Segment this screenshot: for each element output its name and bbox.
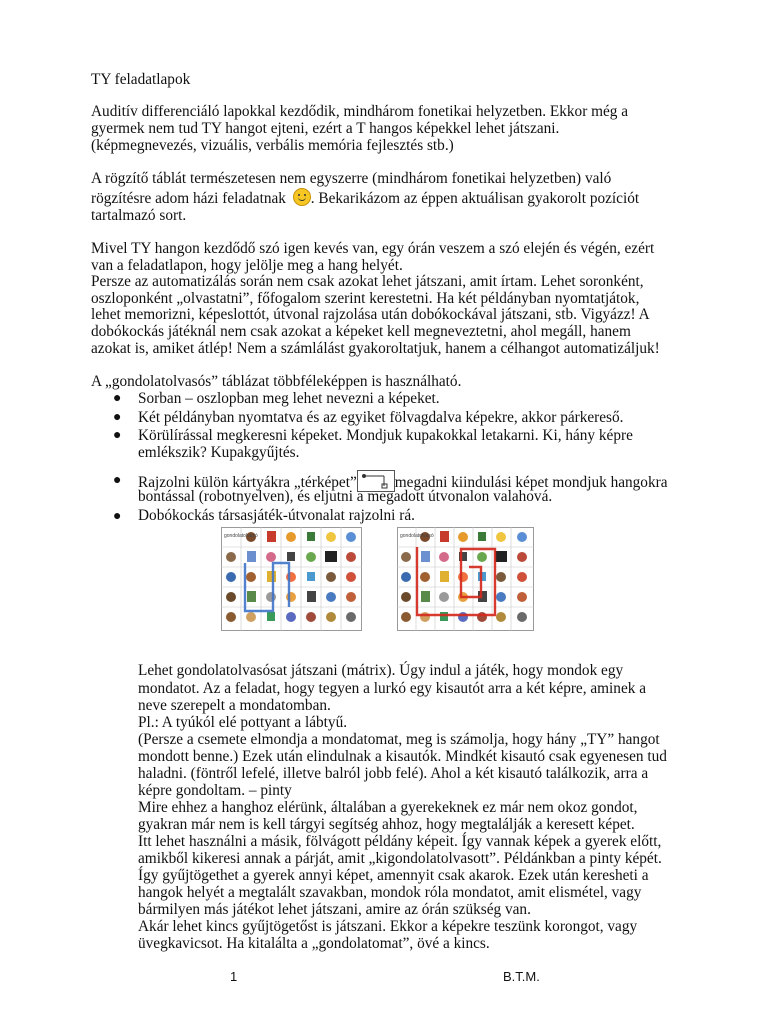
paragraph-line: hangok helyét a megtalált szavakban, mondok róla mondatot, amit elismétel, vagy xyxy=(138,884,642,901)
bullet-icon: ● xyxy=(113,473,122,488)
paragraph-line: gyakran már nem is kell tárgyi segítség ahhoz, hogy megtalálják a keresett képet. xyxy=(138,816,635,833)
paragraph-line: neve szerepelt a mondatomban. xyxy=(138,697,331,714)
list-item: Körülírással megkeresni képeket. Mondjuk kupakokkal letakarni. Ki, hány képre xyxy=(138,427,633,444)
matrix-grid-graphic xyxy=(397,527,534,631)
paragraph-line: mondott benne.) Ezek után elindulnak a kisautók. Mindkét kisautó csak egyenesen tud xyxy=(138,748,667,765)
list-item-continuation: bontással (robotnyelven), és eljutni a megadott útvonalon valahová. xyxy=(138,488,553,505)
paragraph-line: (Persze a csemete elmondja a mondatomat, meg is számolja, hogy hány „TY” hangot xyxy=(138,731,660,748)
paragraph-line: (képmegnevezés, vizuális, verbális memória fejlesztés stb.) xyxy=(91,137,454,154)
paragraph-line: haladni. (föntről lefelé, illetve balról jobb felé). Ahol a két kisautó találkozik, arra a xyxy=(138,765,649,782)
matrix-caption: gondolatolvasó xyxy=(400,533,434,539)
paragraph-line: üvegkavicsot. Ha kitalálta a „gondolatomat”, övé a kincs. xyxy=(138,935,490,952)
page-title: TY feladatlapok xyxy=(91,71,191,88)
list-item: Két példányban nyomtatva és az egyiket fölvagdalva képekre, akkor párkereső. xyxy=(138,409,624,426)
list-item-text: Rajzolni külön kártyákra „térképet” xyxy=(138,474,357,491)
list-item: Dobókockás társasjáték-útvonalat rajzolni rá. xyxy=(138,507,415,524)
matrix-image-red-path xyxy=(397,527,534,635)
paragraph-line: Pl.: A tyúkól elé pottyant a lábtyű. xyxy=(138,714,348,731)
footer-author: B.T.M. xyxy=(503,969,540,984)
paragraph-line: oszloponként „olvastatni”, főfogalom szerint kerestetni. Ha két példányban nyomtatjátok, xyxy=(91,290,640,307)
paragraph-line: A rögzítő táblát természetesen nem egyszerre (mindhárom fonetikai helyzetben) való xyxy=(91,170,612,187)
matrix-grid-graphic xyxy=(221,527,362,631)
paragraph-text: . Bekarikázom az éppen aktuálisan gyakorolt pozíciót xyxy=(310,190,640,207)
paragraph-line: Mire ehhez a hanghoz elérünk, általában a gyerekeknek ez már nem okoz gondot, xyxy=(138,799,638,816)
paragraph-text: rögzítésre adom házi feladatnak xyxy=(91,190,290,207)
paragraph-line: dobókockás játéknál nem csak azokat a képeket kell megneveztetni, ahol megáll, hanem xyxy=(91,323,631,340)
list-item-continuation: emlékszik? Kupakgyűjtés. xyxy=(138,444,300,461)
matrix-caption: gondolatolvasó xyxy=(224,533,258,539)
bullet-icon: ● xyxy=(113,428,122,443)
paragraph-line: Auditív differenciáló lapokkal kezdődik, mindhárom fonetikai helyzetben. Ekkor még a xyxy=(91,103,629,120)
paragraph-line: tartalmazó sort. xyxy=(91,207,187,224)
bullet-icon: ● xyxy=(113,509,122,524)
bullet-icon: ● xyxy=(113,391,122,406)
paragraph-line: azokat is, amiket átlép! Nem a számlálást gyakoroltatjuk, hanem a célhangot automatizáljuk! xyxy=(91,340,660,357)
bullet-icon: ● xyxy=(113,410,122,425)
paragraph-line: Persze az automatizálás során nem csak azokat lehet játszani, amit írtam. Lehet soronként, xyxy=(91,273,644,290)
paragraph-line: Itt lehet használni a másik, fölvágott példány képeit. Így vannak képek a gyerek előtt, xyxy=(138,833,662,850)
paragraph-line: képre gondoltam. – pinty xyxy=(138,782,292,799)
smiley-icon xyxy=(293,188,311,206)
paragraph-line: van a feladatlapon, hogy jelölje meg a hang helyét. xyxy=(91,257,403,274)
paragraph-line: Mivel TY hangon kezdődő szó igen kevés van, egy órán veszem a szó elején és végén, ezért xyxy=(91,240,655,257)
page-number: 1 xyxy=(230,969,238,984)
paragraph-line: amikből kikeresi annak a párját, amit „kigondolatolvasott”. Példánkban a pinty képét. xyxy=(138,850,662,867)
paragraph-line xyxy=(91,188,639,207)
paragraph-line: lehet memorizni, képeslottót, útvonal rajzolása után dobókockával játszani, stb. Vigyázz! A xyxy=(91,306,650,323)
list-item: Sorban – oszlopban meg lehet nevezni a képeket. xyxy=(138,390,440,407)
paragraph-line: A „gondolatolvasós” táblázat többféleképpen is használható. xyxy=(91,373,462,390)
paragraph-line: bármilyen más játékot lehet játszani, amire az órán szükség van. xyxy=(138,901,531,918)
paragraph-line: gyermek nem tud TY hangot ejteni, ezért a T hangos képekkel lehet játszani. xyxy=(91,120,560,137)
matrix-image-blue-path xyxy=(221,527,362,635)
paragraph-line: Lehet gondolatolvasósat játszani (mátrix). Úgy indul a játék, hogy mondok egy xyxy=(138,662,624,679)
paragraph-line: mondatot. Az a feladat, hogy tegyen a lurkó egy kisautót arra a két képre, aminek a xyxy=(138,680,647,697)
paragraph-line: Így gyűjtögethet a gyerek annyi képet, amennyit csak akarok. Ezek után keresheti a xyxy=(138,867,649,884)
paragraph-line: Akár lehet kincs gyűjtögetőst is játszani. Ekkor a képekre teszünk korongot, vagy xyxy=(138,918,638,935)
list-item-text: megadni kiindulási képet mondjuk hangokra xyxy=(394,474,668,491)
